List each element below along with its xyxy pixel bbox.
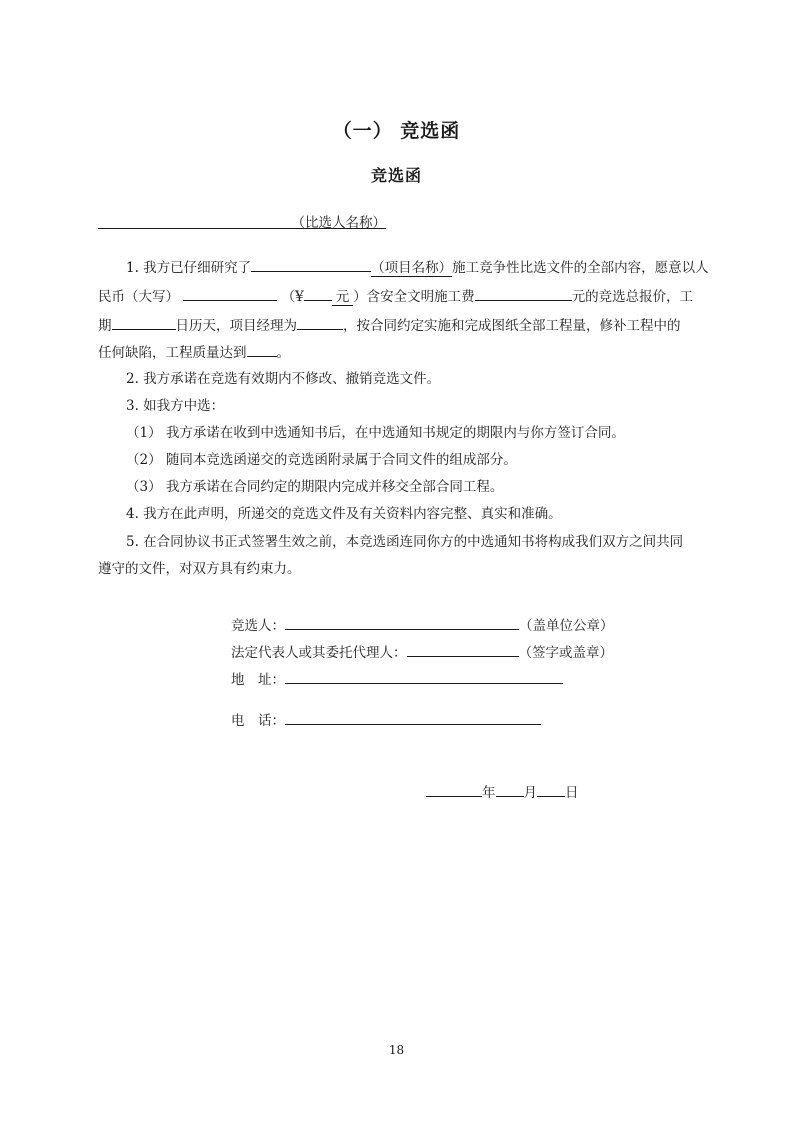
clause-1-line-3: [98, 314, 681, 336]
bidder-note: （盖单位公章）: [519, 618, 614, 634]
amount-figures-blank[interactable]: [304, 285, 332, 301]
address-row: [231, 668, 563, 690]
phone-label: 电 话：: [231, 713, 285, 729]
safety-fee-blank[interactable]: [475, 285, 572, 301]
clause-3-item-2: （2） 随同本竞选函递交的竞选函附录属于合同文件的组成部分。: [126, 452, 517, 468]
representative-row: [231, 641, 613, 663]
project-manager-blank[interactable]: [297, 314, 343, 330]
clause-1-text: 日历天，项目经理为: [175, 318, 297, 334]
addressee-line: [98, 213, 386, 233]
quality-blank[interactable]: [247, 341, 277, 357]
year-label: 年: [482, 785, 496, 801]
address-label: 地 址：: [231, 672, 285, 688]
duration-blank[interactable]: [112, 314, 176, 330]
representative-label: 法定代表人或其委托代理人：: [231, 645, 407, 661]
clause-3: 3. 如我方中选：: [126, 398, 225, 414]
clause-3-item-3: （3） 我方承诺在合同约定的期限内完成并移交全部合同工程。: [126, 479, 504, 495]
year-blank[interactable]: [426, 781, 482, 797]
page-title: （一） 竞选函: [332, 120, 461, 142]
clause-1-text: 元的竞选总报价，工: [571, 289, 694, 305]
amount-words-blank[interactable]: [183, 285, 277, 301]
clause-1-text: 。: [276, 345, 290, 361]
form-subtitle: 竞选函: [370, 166, 422, 185]
month-blank[interactable]: [496, 781, 524, 797]
phone-row: [231, 709, 541, 731]
yuan-unit: 元: [332, 289, 354, 306]
clause-1-text: 民币（大写）: [98, 289, 179, 305]
day-label: 日: [565, 785, 579, 801]
clause-4: 4. 我方在此声明，所递交的竞选文件及有关资料内容完整、真实和准确。: [126, 506, 562, 522]
clause-1-text: 任何缺陷，工程质量达到: [98, 345, 247, 361]
clause-1-text: 1. 我方已仔细研究了: [126, 260, 252, 276]
addressee-field[interactable]: （比选人名称）: [98, 213, 386, 229]
clause-1-line-4: [98, 341, 290, 363]
date-row: [426, 781, 579, 803]
clause-3-item-1: （1） 我方承诺在收到中选通知书后，在中选通知书规定的期限内与你方签订合同。: [126, 425, 625, 441]
clause-1-text: ）含安全文明施工费: [353, 289, 475, 305]
address-field[interactable]: [285, 668, 563, 684]
bidder-label: 竞选人：: [231, 618, 285, 634]
clause-1-text: ，按合同约定实施和完成图纸全部工程量，修补工程中的: [343, 318, 681, 334]
bidder-row: [231, 614, 614, 636]
month-label: 月: [523, 785, 537, 801]
phone-field[interactable]: [285, 709, 541, 725]
clause-1-text: 施工竞争性比选文件的全部内容，愿意以人: [452, 260, 709, 276]
clause-2: 2. 我方承诺在竞选有效期内不修改、撤销竞选文件。: [126, 371, 441, 387]
clause-1-text: 期: [98, 318, 112, 334]
clause-1-line-2: [98, 285, 693, 307]
project-blank[interactable]: [251, 256, 371, 272]
clause-5-line-1: 5. 在合同协议书正式签署生效之前，本竞选函连同你方的中选通知书将构成我们双方之间共同: [126, 534, 684, 550]
day-blank[interactable]: [537, 781, 565, 797]
representative-note: （签字或盖章）: [518, 645, 613, 661]
bidder-field[interactable]: [285, 614, 519, 630]
project-name-hint: （项目名称）: [371, 260, 453, 276]
page-number: 18: [388, 1043, 405, 1057]
clause-1-line-1: [126, 256, 709, 278]
clause-1-text: （¥: [281, 289, 304, 305]
clause-5-line-2: 遵守的文件，对双方具有约束力。: [98, 561, 301, 577]
representative-field[interactable]: [407, 641, 519, 657]
